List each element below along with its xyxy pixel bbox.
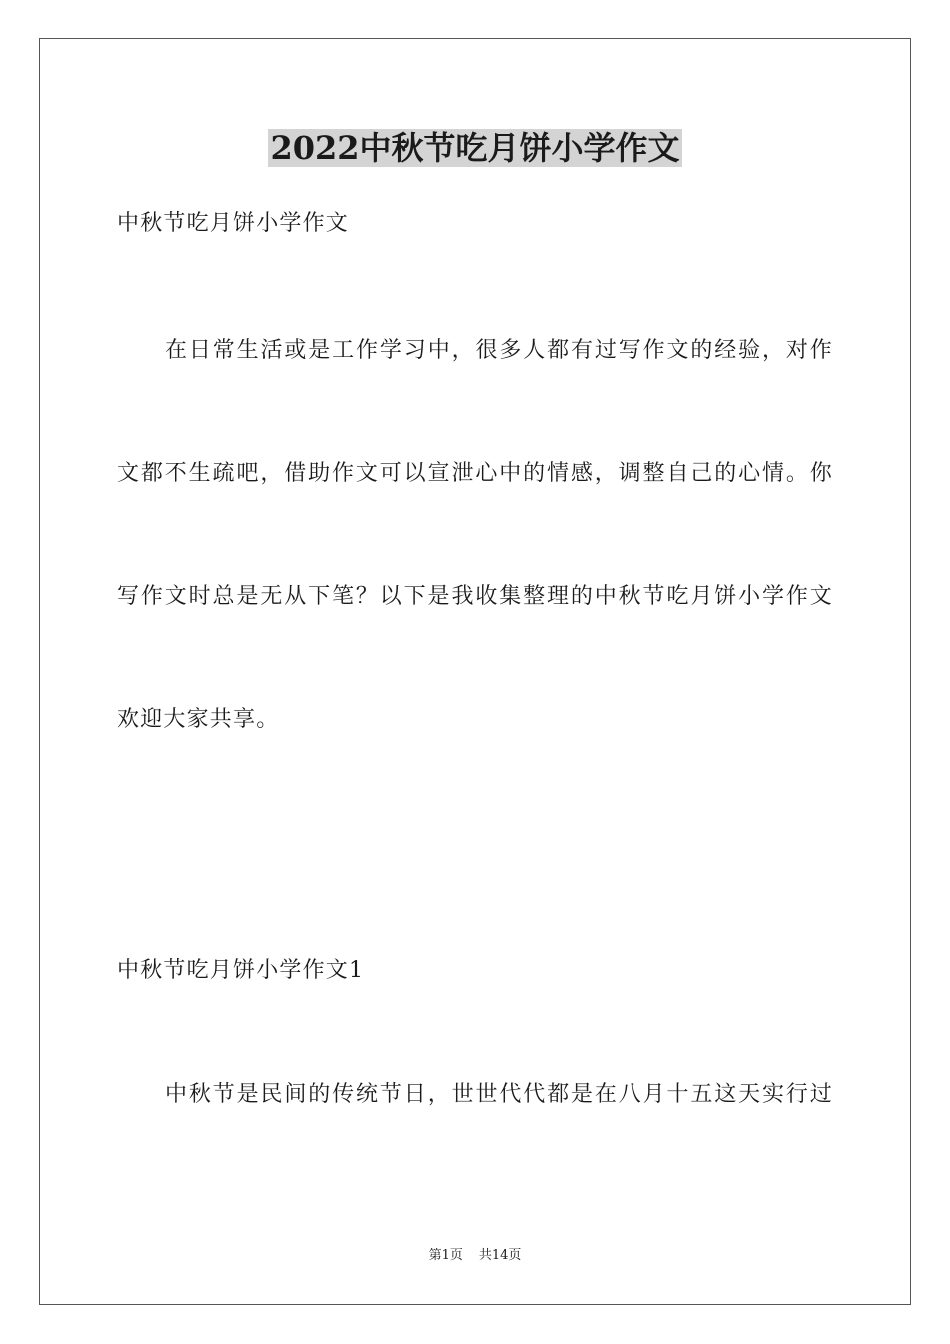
intro-line-1: 在日常生活或是工作学习中，很多人都有过写作文的经验，对作 [165,338,833,363]
page-footer [0,1247,950,1265]
intro-line-3: 写作文时总是无从下笔？以下是我收集整理的中秋节吃月饼小学作文 [117,584,833,609]
document-title [0,126,950,170]
page-number: 第1页 [428,1248,463,1263]
document-subtitle: 中秋节吃月饼小学作文 [117,211,350,236]
section-heading: 中秋节吃月饼小学作文1 [117,958,365,983]
intro-line-4: 欢迎大家共享。 [117,707,280,732]
page-total: 共14页 [478,1248,522,1263]
document-title-text: 2022中秋节吃月饼小学作文 [270,129,680,167]
section-line-1: 中秋节是民间的传统节日，世世代代都是在八月十五这天实行过 [165,1082,833,1107]
intro-line-2: 文都不生疏吧，借助作文可以宣泄心中的情感，调整自己的心情。你 [117,461,833,486]
